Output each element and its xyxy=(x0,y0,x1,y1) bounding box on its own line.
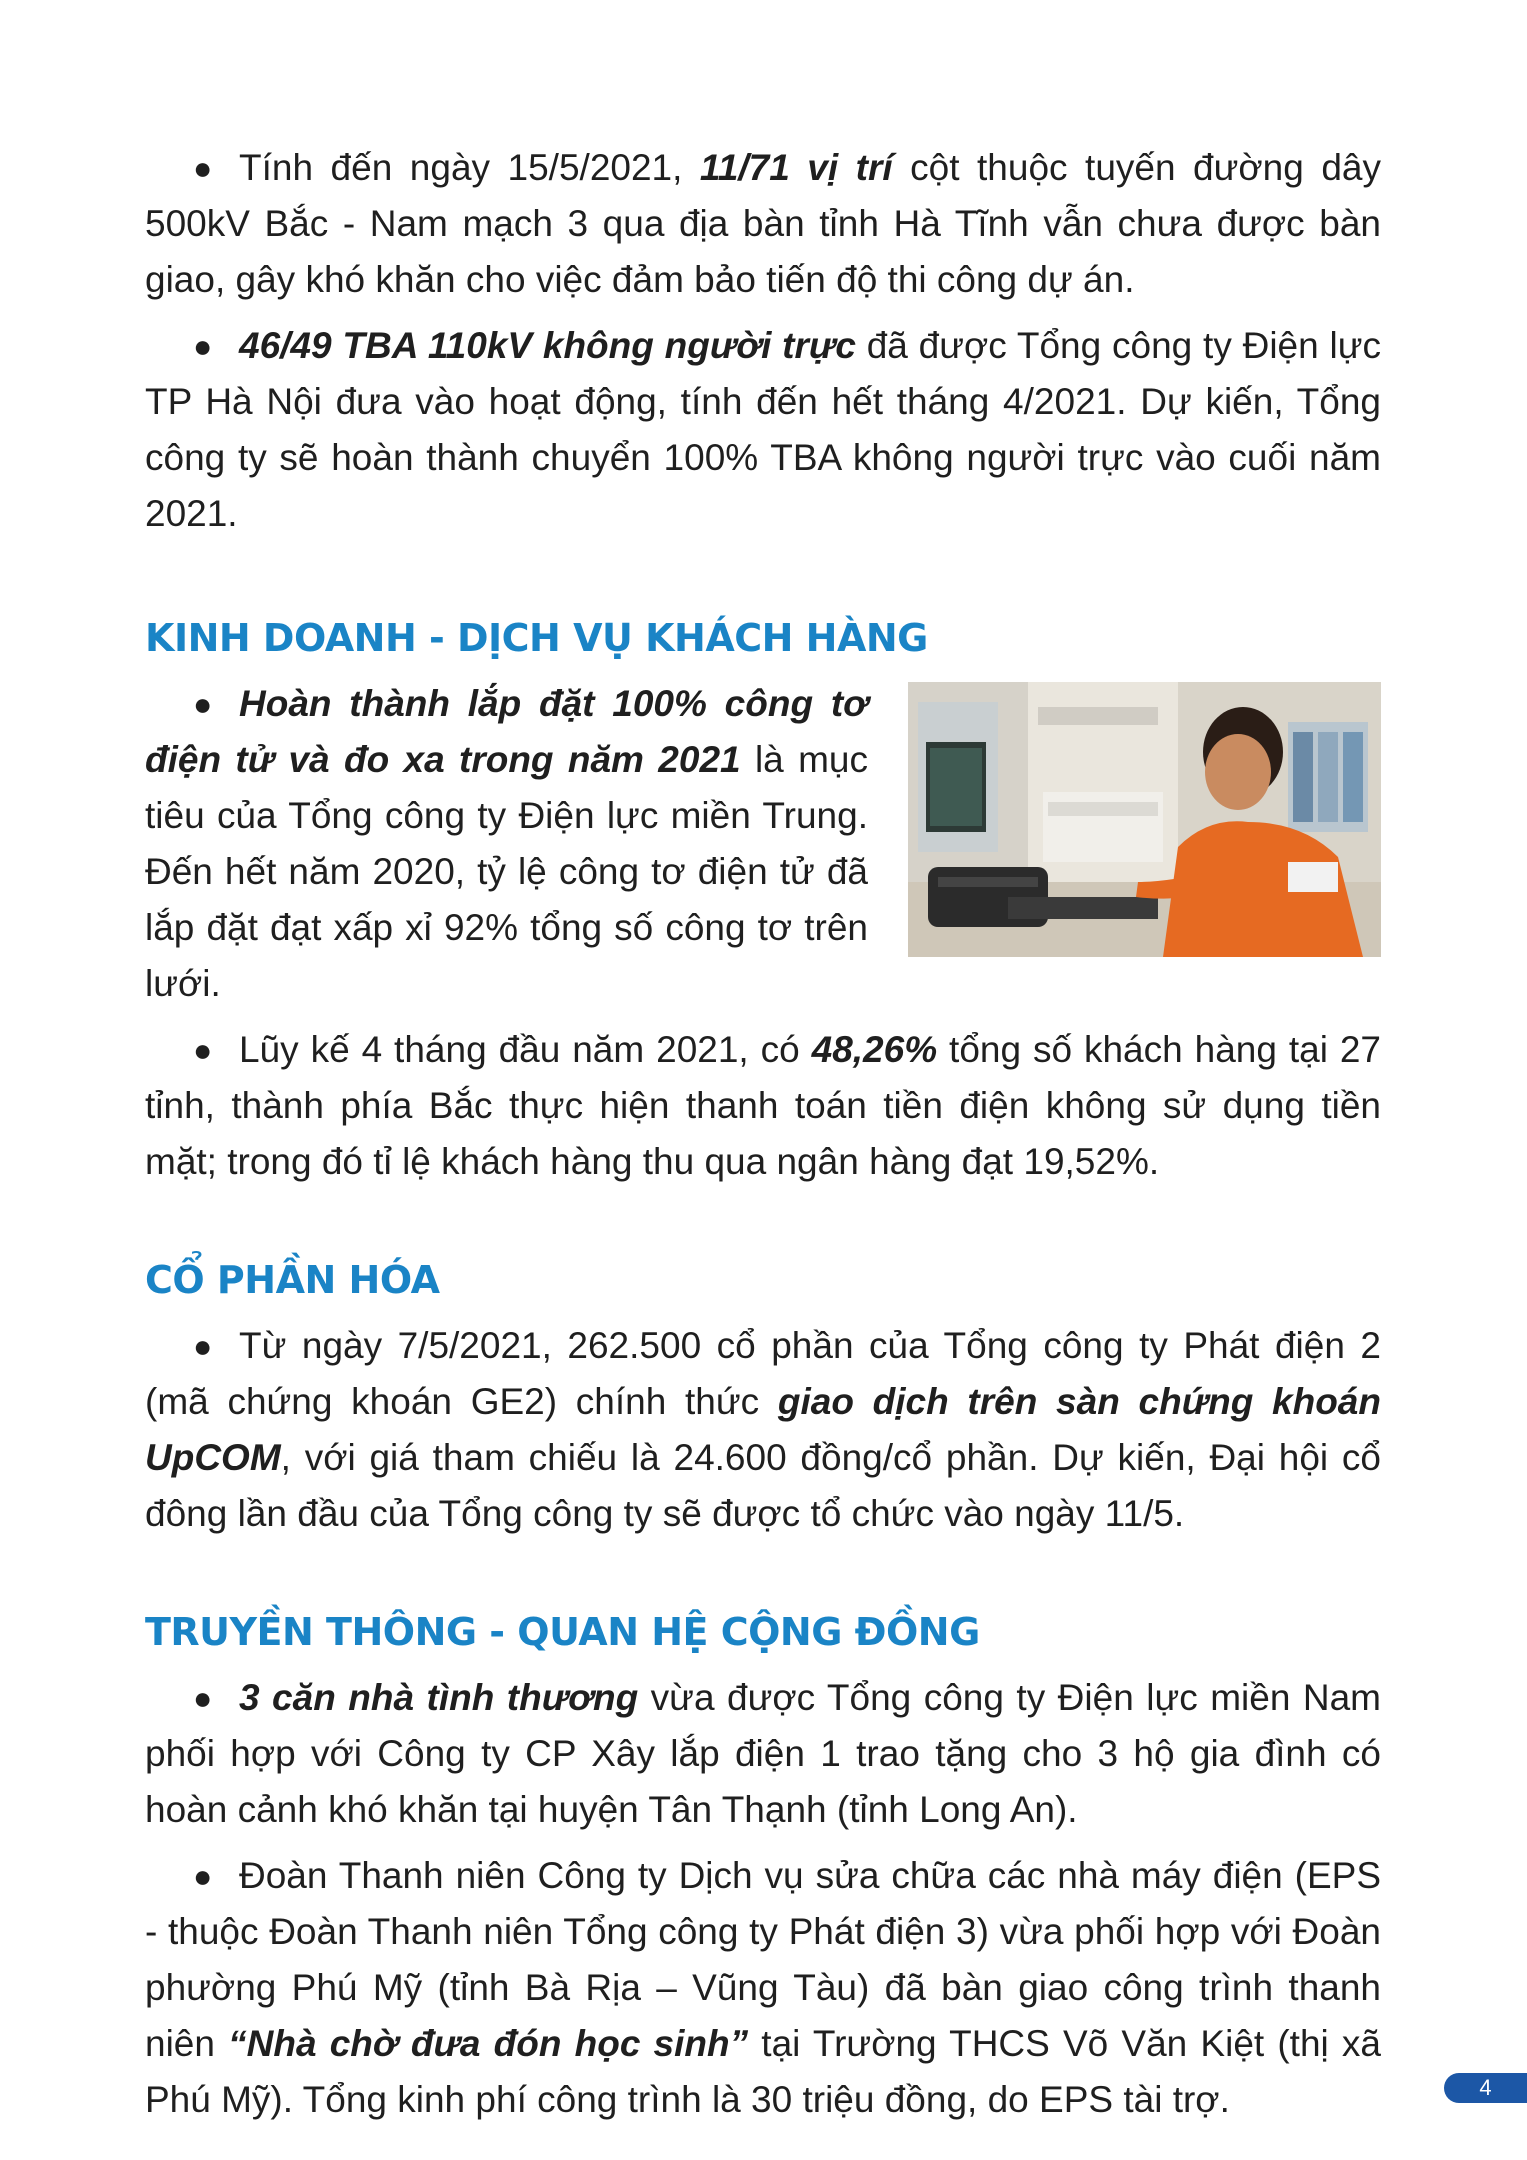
photo-technician-at-computer xyxy=(908,682,1381,957)
paragraph-smart-meters: ● Hoàn thành lắp đặt 100% công tơ điện tử và đo xa trong năm 2021 là mục tiêu của Tổng công ty Điện lực miền Trung. Đến hết năm 2020, tỷ lệ công tơ điện tử đã lắp đặt đạt xấp xỉ 92% tổng số công tơ trên lưới. xyxy=(145,676,868,1012)
paragraph-unmanned-substations: ● 46/49 TBA 110kV không người trực đã được Tổng công ty Điện lực TP Hà Nội đưa vào hoạt động, tính đến hết tháng 4/2021. Dự kiến, Tổng công ty sẽ hoàn thành chuyển 100% TBA không người trực vào cuối năm 2021. xyxy=(145,318,1381,542)
emphasis: “Nhà chờ đưa đón học sinh” xyxy=(228,2023,749,2064)
emphasis: giao dịch trên sàn chứng khoán UpCOM xyxy=(145,1381,1381,1478)
page-number: 4 xyxy=(1444,2073,1527,2103)
bullet-icon: ● xyxy=(193,1858,213,1894)
emphasis: 11/71 vị trí xyxy=(699,147,893,188)
emphasis: 46/49 TBA 110kV không người trực xyxy=(239,325,856,366)
bullet-icon: ● xyxy=(193,686,213,722)
section-title-community: TRUYỀN THÔNG - QUAN HỆ CỘNG ĐỒNG xyxy=(145,1610,980,1654)
paragraph-cashless-payments: ● Lũy kế 4 tháng đầu năm 2021, có 48,26% tổng số khách hàng tại 27 tỉnh, thành phía Bắc thực hiện thanh toán tiền điện không sử dụng tiền mặt; trong đó tỉ lệ khách hàng thu qua ngân hàng đạt 19,52%. xyxy=(145,1022,1381,1190)
bullet-icon: ● xyxy=(193,328,213,364)
bullet-icon: ● xyxy=(193,1032,213,1068)
paragraph-transmission-line: ● Tính đến ngày 15/5/2021, 11/71 vị trí cột thuộc tuyến đường dây 500kV Bắc - Nam mạch 3 qua địa bàn tỉnh Hà Tĩnh vẫn chưa được bàn giao, gây khó khăn cho việc đảm bảo tiến độ thi công dự án. xyxy=(145,140,1381,308)
section-title-business: KINH DOANH - DỊCH VỤ KHÁCH HÀNG xyxy=(145,616,928,660)
bullet-icon: ● xyxy=(193,1328,213,1364)
paragraph-youth-union: ● Đoàn Thanh niên Công ty Dịch vụ sửa chữa các nhà máy điện (EPS - thuộc Đoàn Thanh niên Tổng công ty Phát điện 3) vừa phối hợp với Đoàn phường Phú Mỹ (tỉnh Bà Rịa – Vũng Tàu) đã bàn giao công trình thanh niên “Nhà chờ đưa đón học sinh” tại Trường THCS Võ Văn Kiệt (thị xã Phú Mỹ). Tổng kinh phí công trình là 30 triệu đồng, do EPS tài trợ. xyxy=(145,1848,1381,2128)
emphasis: Hoàn thành lắp đặt 100% công tơ điện tử và đo xa trong năm 2021 xyxy=(145,683,868,780)
business-split xyxy=(145,676,1381,1022)
bullet-icon: ● xyxy=(193,150,213,186)
emphasis: 48,26% xyxy=(811,1029,938,1070)
section-title-equitization: CỔ PHẦN HÓA xyxy=(145,1258,440,1302)
emphasis: 3 căn nhà tình thương xyxy=(239,1677,639,1718)
paragraph-upcom-listing: ● Từ ngày 7/5/2021, 262.500 cổ phần của Tổng công ty Phát điện 2 (mã chứng khoán GE2) chính thức giao dịch trên sàn chứng khoán UpCOM, với giá tham chiếu là 24.600 đồng/cổ phần. Dự kiến, Đại hội cổ đông lần đầu của Tổng công ty sẽ được tổ chức vào ngày 11/5. xyxy=(145,1318,1381,1542)
paragraph-charity-houses: ● 3 căn nhà tình thương vừa được Tổng công ty Điện lực miền Nam phối hợp với Công ty CP Xây lắp điện 1 trao tặng cho 3 hộ gia đình có hoàn cảnh khó khăn tại huyện Tân Thạnh (tỉnh Long An). xyxy=(145,1670,1381,1838)
bullet-icon: ● xyxy=(193,1680,213,1716)
document-page xyxy=(145,140,1381,2138)
photo-illustration xyxy=(908,682,1381,957)
